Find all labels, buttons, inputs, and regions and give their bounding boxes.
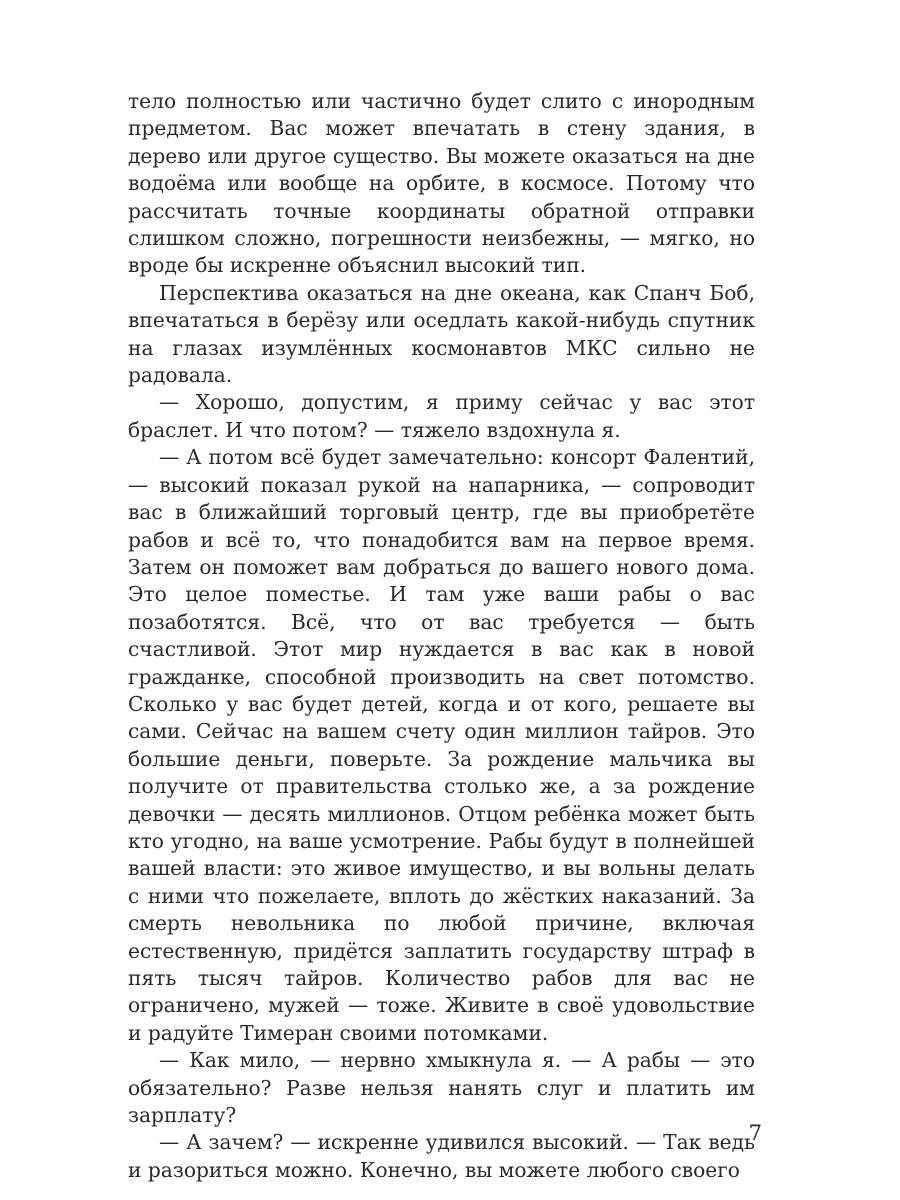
paragraph-4: — А потом всё будет замечательно: консорт Фалентий, — высокий показал рукой на напарника, — сопроводит вас в ближайший торговый центр, где вы приобретёте рабов и всё то, что понадобится вам на первое время. Затем он поможет вам добраться до вашего нового дома. Это целое поместье. И там уже ваши рабы о вас позаботятся. Всё, что от вас требуется — быть счастливой. Этот мир нуждается в вас как в новой гражданке, способной производить на свет потомство. Сколько у вас будет детей, когда и от кого, решаете вы сами. Сейчас на вашем счету один миллион тайров. Это большие деньги, поверьте. За рождение мальчика вы получите от правительства столько же, а за рождение девочки — десять миллионов. Отцом ребёнка может быть кто угодно, на ваше усмотрение. Рабы будут в полнейшей вашей власти: это живое имущество, и вы вольны делать с ними что пожелаете, вплоть до жёстких наказаний. За смерть невольника по любой причине, включая естественную, придётся заплатить государству штраф в пять тысяч тайров. Количество рабов для вас не ограничено, мужей — тоже. Живите в своё удовольствие и радуйте Тимеран своими потомками. (128, 445, 755, 1045)
paragraph-5: — Как мило, — нервно хмыкнула я. — А рабы — это обязательно? Разве нельзя нанять слуг и платить им зарплату? (128, 1048, 755, 1128)
page-number: 7 (748, 1121, 762, 1145)
paragraph-3: — Хорошо, допустим, я приму сейчас у вас этот браслет. И что потом? — тяжело вздохнула я. (128, 390, 755, 442)
page-text (128, 88, 755, 1184)
paragraph-2: Перспектива оказаться на дне океана, как Спанч Боб, впечататься в берёзу или оседлать какой-нибудь спутник на глазах изумлённых космонавтов МКС сильно не радовала. (128, 280, 755, 388)
paragraph-6: — А зачем? — искренне удивился высокий. — Так ведь и разориться можно. Конечно, вы можете любого своего (128, 1130, 755, 1182)
paragraph-1: тело полностью или частично будет слито с инородным предметом. Вас может впечатать в стену здания, в дерево или другое существо. Вы можете оказаться на дне водоёма или вообще на орбите, в космосе. Потому что рассчитать точные координаты обратной отправки слишком сложно, погрешности неизбежны, — мягко, но вроде бы искренне объяснил высокий тип. (128, 89, 755, 278)
